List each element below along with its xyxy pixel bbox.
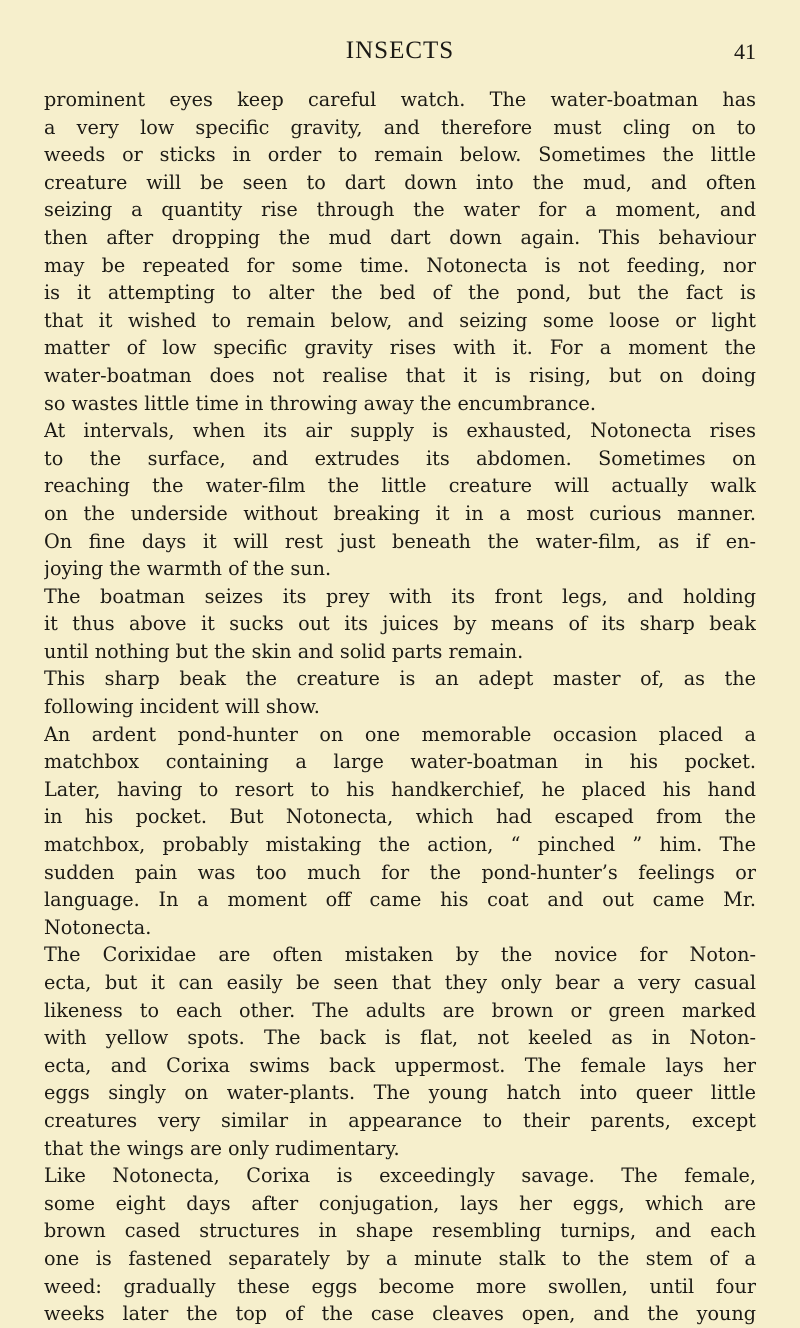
text-line: following incident will show. xyxy=(44,695,320,719)
text-line: on the underside without breaking it in a most curious manner. xyxy=(44,501,756,525)
text-line: likeness to each other. The adults are brown or green marked xyxy=(44,998,756,1022)
text-line: sudden pain was too much for the pond-hunter’s feelings or xyxy=(44,860,756,884)
text-line: language. In a moment off came his coat and out came Mr. xyxy=(44,888,756,912)
text-line: Notonecta. xyxy=(44,915,152,939)
text-line: prominent eyes keep careful watch. The water-boatman has xyxy=(44,88,756,111)
text-line: Like Notonecta, Corixa is exceedingly savage. The female, xyxy=(44,1164,756,1188)
text-line: An ardent pond-hunter on one memorable occasion placed a xyxy=(44,722,756,746)
text-line: with yellow spots. The back is flat, not keeled as in Noton- xyxy=(44,1026,756,1050)
text-line: weed: gradually these eggs become more swollen, until four xyxy=(44,1274,756,1298)
text-line: The boatman seizes its prey with its front legs, and holding xyxy=(44,584,756,608)
text-line: it thus above it sucks out its juices by means of its sharp beak xyxy=(44,612,756,636)
text-line: that it wished to remain below, and seizing some loose or light xyxy=(44,308,756,332)
text-line: creatures very similar in appearance to their parents, except xyxy=(44,1108,756,1132)
text-line: This sharp beak the creature is an adept master of, as the xyxy=(44,667,756,691)
text-line: in his pocket. But Notonecta, which had escaped from the xyxy=(44,805,756,829)
text-line: to the surface, and extrudes its abdomen. Sometimes on xyxy=(44,446,756,470)
text-line: may be repeated for some time. Notonecta is not feeding, nor xyxy=(44,253,756,277)
text-line: reaching the water-film the little creature will actually walk xyxy=(44,474,756,498)
text-line: creature will be seen to dart down into the mud, and often xyxy=(44,170,756,194)
running-title: INSECTS xyxy=(345,37,455,64)
body-text xyxy=(44,86,756,1328)
text-line: eggs singly on water-plants. The young hatch into queer little xyxy=(44,1081,756,1105)
text-line: At intervals, when its air supply is exhausted, Notonecta rises xyxy=(44,419,756,443)
page-header xyxy=(44,36,756,76)
text-line: some eight days after conjugation, lays her eggs, which are xyxy=(44,1191,756,1215)
text-line: Later, having to resort to his handkerchief, he placed his hand xyxy=(44,777,756,801)
text-line: The Corixidae are often mistaken by the novice for Noton- xyxy=(44,943,756,967)
text-line: one is fastened separately by a minute stalk to the stem of a xyxy=(44,1246,756,1270)
text-line: seizing a quantity rise through the water for a moment, and xyxy=(44,198,756,222)
book-page xyxy=(44,36,756,1328)
text-line: matchbox, probably mistaking the action, “ pinched ” him. The xyxy=(44,833,756,857)
text-line: weeds or sticks in order to remain below. Sometimes the little xyxy=(44,143,756,167)
text-line: is it attempting to alter the bed of the pond, but the fact is xyxy=(44,281,756,305)
text-line: matter of low specific gravity rises with it. For a moment the xyxy=(44,336,756,360)
text-line: brown cased structures in shape resembling turnips, and each xyxy=(44,1219,756,1243)
text-line: On fine days it will rest just beneath the water-film, as if en- xyxy=(44,529,756,553)
text-line: ecta, and Corixa swims back uppermost. The female lays her xyxy=(44,1053,756,1077)
text-line: joying the warmth of the sun. xyxy=(44,557,332,581)
text-line: that the wings are only rudimentary. xyxy=(44,1136,400,1160)
text-line: until nothing but the skin and solid parts remain. xyxy=(44,639,524,663)
page-number: 41 xyxy=(734,39,756,64)
text-line: then after dropping the mud dart down again. This behaviour xyxy=(44,225,756,249)
text-line: a very low specific gravity, and therefore must cling on to xyxy=(44,115,756,139)
text-line: water-boatman does not realise that it is rising, but on doing xyxy=(44,363,756,387)
text-line: weeks later the top of the case cleaves open, and the young xyxy=(44,1302,756,1326)
text-line: so wastes little time in throwing away the encumbrance. xyxy=(44,391,596,415)
text-line: matchbox containing a large water-boatman in his pocket. xyxy=(44,750,756,774)
text-line: ecta, but it can easily be seen that they only bear a very casual xyxy=(44,971,756,994)
